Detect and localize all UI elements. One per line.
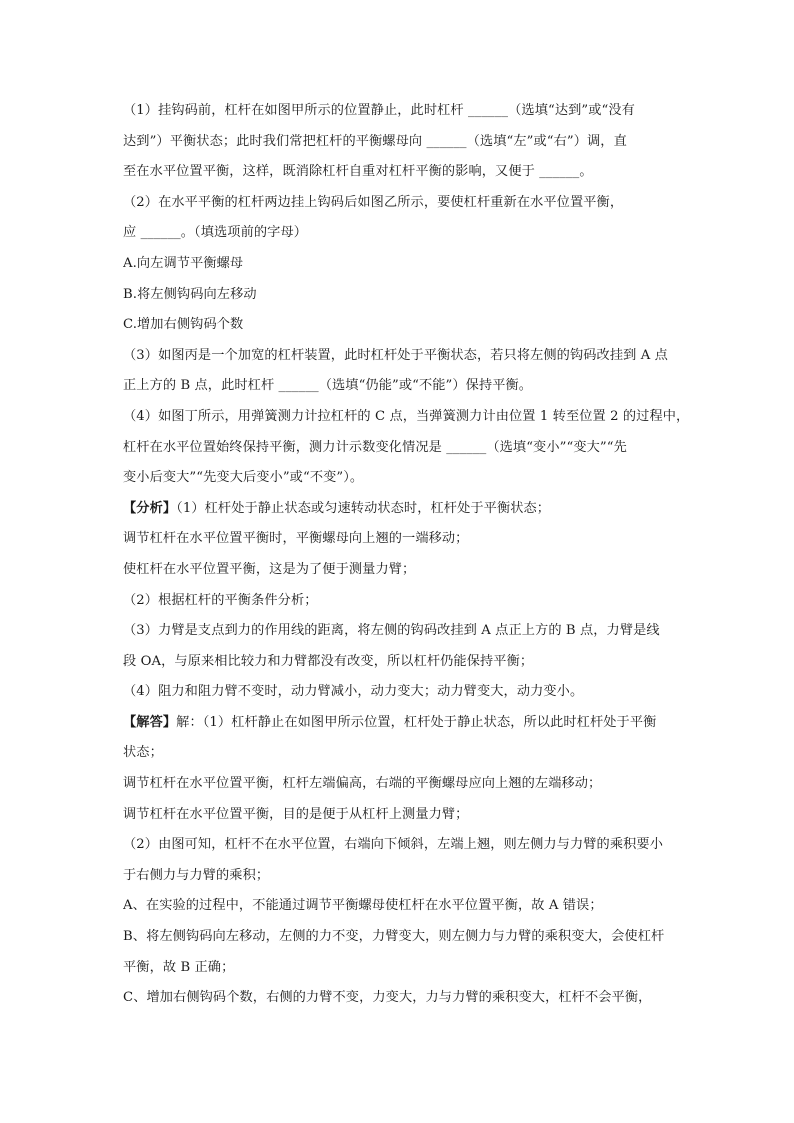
line-text: C.增加右侧钩码个数 [123,317,244,333]
document-line [123,769,698,800]
line-text: （2）在水平平衡的杠杆两边挂上钩码后如图乙所示，要使杠杆重新在水平位置平衡， [123,194,624,210]
line-text: （2）由图可知，杠杆不在水平位置，右端向下倾斜，左端上翘，则左侧力与力臂的乘积要小 [123,837,663,853]
document-line [123,616,698,647]
document-line [123,830,698,861]
line-text: （1）挂钩码前，杠杆在如图甲所示的位置静止，此时杠杆 ______（选填“达到”或“没有 [123,103,635,118]
line-text: （2）根据杠杆的平衡条件分析； [123,592,318,608]
line-text: 调节杠杆在水平位置平衡时，平衡螺母向上翘的一端移动； [123,531,469,547]
document-line [123,341,698,372]
document-line [123,188,698,219]
document-line [123,800,698,831]
line-text: （3）力臂是支点到力的作用线的距离，将左侧的钩码改挂到 A 点正上方的 B 点，力臂是线 [123,623,660,639]
document-line [123,708,698,739]
document-line [123,494,698,525]
line-text: 调节杠杆在水平位置平衡，目的是便于从杠杆上测量力臂； [123,806,469,822]
document-line [123,891,698,922]
line-text: 达到”）平衡状态；此时我们常把杠杆的平衡螺母向 ______（选填“左”或“右”）调，直 [123,133,627,149]
document-line [123,371,698,402]
document-body [123,96,698,1014]
line-text: 杠杆在水平位置始终保持平衡，测力计示数变化情况是 ______（选填“变小”“变大”“先 [123,439,627,455]
document-line [123,218,698,249]
line-text: 正上方的 B 点，此时杠杆 ______（选填“仍能”或“不能”）保持平衡。 [123,378,533,394]
document-line [123,983,698,1014]
line-text: 解：（1）杠杆静止在如图甲所示位置，杠杆处于静止状态，所以此时杠杆处于平衡 [176,714,657,730]
document-line [123,647,698,678]
document-line [123,586,698,617]
line-text: 平衡，故 B 正确； [123,959,235,975]
line-text: 使杠杆在水平位置平衡，这是为了便于测量力臂； [123,561,416,577]
document-line [123,953,698,984]
line-text: B.将左侧钩码向左移动 [123,286,257,302]
line-text: 段 OA，与原来相比较力和力臂都没有改变，所以杠杆仍能保持平衡； [123,653,534,669]
line-text: 应 ______。（填选项前的字母） [123,225,308,241]
document-line [123,157,698,188]
line-text: 变小后变大”“先变大后变小”或“不变”）。 [123,470,364,486]
document-line [123,555,698,586]
document-line [123,861,698,892]
line-text: （1）杠杆处于静止状态或匀速转动状态时，杠杆处于平衡状态； [176,500,551,516]
section-heading: 【分析】 [123,500,177,516]
line-text: B、将左侧钩码向左移动，左侧的力不变，力臂变大，则左侧力与力臂的乘积变大，会使杠杆 [123,929,665,945]
section-heading: 【解答】 [123,714,177,730]
document-line [123,738,698,769]
document-line [123,402,698,433]
line-text: （4）如图丁所示，用弹簧测力计拉杠杆的 C 点，当弹簧测力计由位置 1 转至位置 2 的过程中， [123,408,690,424]
document-line [123,249,698,280]
line-text: 至在水平位置平衡，这样，既消除杠杆自重对杠杆平衡的影响，又便于 ______。 [123,164,593,180]
line-text: 调节杠杆在水平位置平衡，杠杆左端偏高，右端的平衡螺母应向上翘的左端移动； [123,776,602,792]
document-line [123,463,698,494]
line-text: （4）阻力和阻力臂不变时，动力臂减小，动力变大；动力臂变大，动力变小。 [123,684,584,700]
document-line [123,127,698,158]
document-line [123,922,698,953]
document-line [123,310,698,341]
line-text: A、在实验的过程中，不能通过调节平衡螺母使杠杆在水平位置平衡，故 A 错误； [123,898,603,914]
document-line [123,280,698,311]
document-line [123,524,698,555]
line-text: C、增加右侧钩码个数，右侧的力臂不变，力变大，力与力臂的乘积变大，杠杆不会平衡， [123,990,652,1006]
line-text: 于右侧力与力臂的乘积； [123,867,270,883]
line-text: A.向左调节平衡螺母 [123,255,244,271]
line-text: 状态； [123,745,163,761]
line-text: （3）如图丙是一个加宽的杠杆装置，此时杠杆处于平衡状态，若只将左侧的钩码改挂到 A 点 [123,347,668,363]
document-line [123,433,698,464]
document-line [123,96,698,127]
document-line [123,677,698,708]
